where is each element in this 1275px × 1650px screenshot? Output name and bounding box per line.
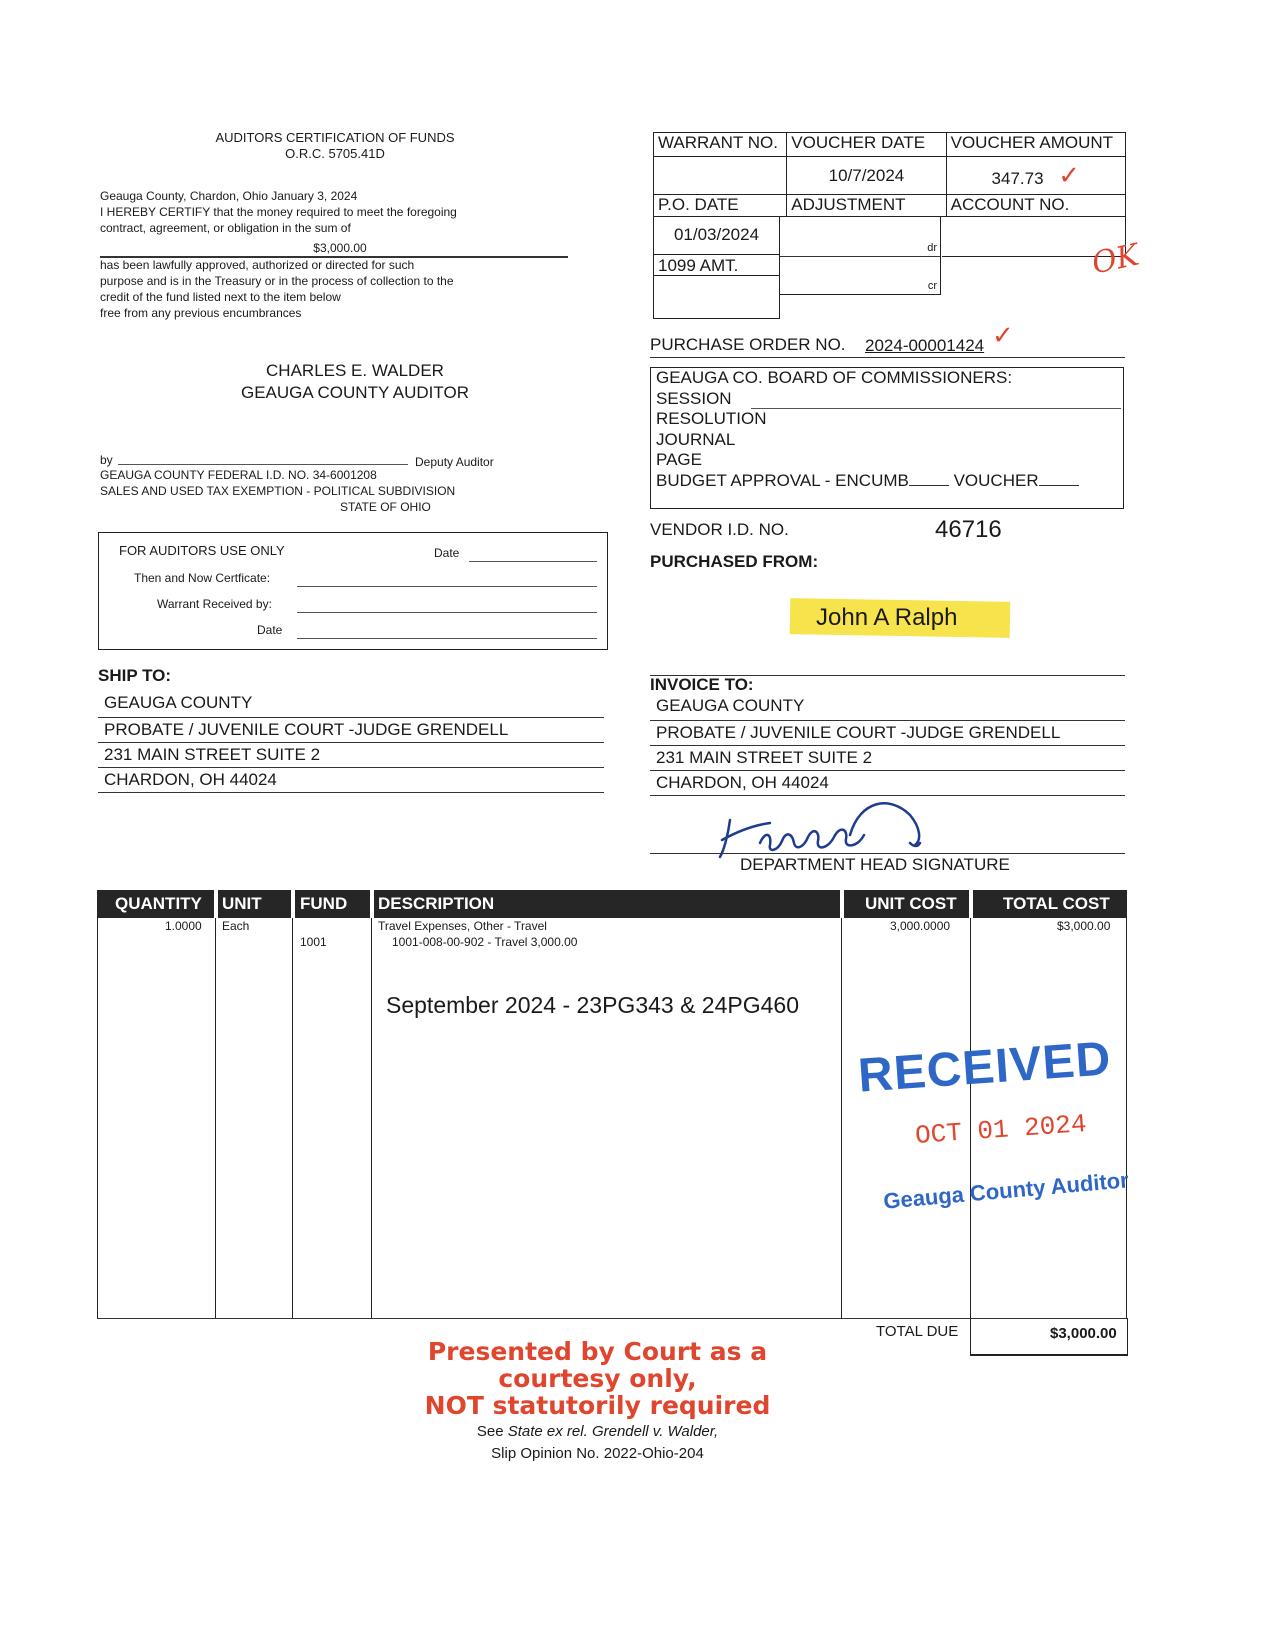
- received-stamp-office: Geauga County Auditor: [882, 1167, 1130, 1214]
- board-journal: JOURNAL: [656, 429, 736, 449]
- board-resolution: RESOLUTION: [656, 409, 767, 428]
- notice-line-3: NOT statutorily required: [424, 1391, 771, 1420]
- voucher-amount-check-icon: ✓: [1058, 160, 1081, 190]
- header-unit: UNIT: [222, 894, 262, 913]
- warrant-no-label: WARRANT NO.: [654, 133, 787, 157]
- total-due-label: TOTAL DUE: [876, 1323, 959, 1340]
- po-check-icon: ✓: [992, 320, 1014, 350]
- invoice-to-line-2: PROBATE / JUVENILE COURT -JUDGE GRENDELL: [650, 720, 1125, 745]
- ship-to-label: SHIP TO:: [98, 666, 172, 685]
- notice-see-line: [400, 1421, 795, 1443]
- state-of-ohio: STATE OF OHIO: [340, 500, 431, 514]
- auditors-date2-label: Date: [257, 623, 283, 637]
- header-total-cost: TOTAL COST: [1003, 894, 1110, 913]
- voucher-table: [653, 132, 1126, 217]
- cert-title: AUDITORS CERTIFICATION OF FUNDS: [215, 130, 455, 145]
- item-note: September 2024 - 23PG343 & 24PG460: [386, 992, 800, 1018]
- notice-case: State ex rel. Grendell v. Walder,: [507, 1423, 719, 1440]
- voucher-date-label: VOUCHER DATE: [787, 133, 946, 157]
- notice-slip: Slip Opinion No. 2022-Ohio-204: [491, 1445, 704, 1462]
- header-description: DESCRIPTION: [378, 894, 495, 913]
- po-date-value: 01/03/2024: [653, 216, 780, 254]
- voucher-date-value: 10/7/2024: [787, 157, 946, 195]
- warrant-received-label: Warrant Received by:: [157, 597, 272, 611]
- vendor-name: John A Ralph: [816, 604, 958, 631]
- then-now-label: Then and Now Certficate:: [134, 571, 271, 585]
- item-description: Travel Expenses, Other - Travel: [378, 919, 547, 933]
- ship-to-line-2: PROBATE / JUVENILE COURT -JUDGE GRENDELL: [98, 717, 604, 742]
- invoice-to-line-1: GEAUGA COUNTY: [656, 696, 805, 715]
- purchased-from-label: PURCHASED FROM:: [650, 552, 819, 571]
- header-fund: FUND: [300, 894, 348, 913]
- header-quantity: QUANTITY: [115, 894, 202, 913]
- invoice-to-label: INVOICE TO:: [650, 675, 754, 694]
- voucher-amount-label: VOUCHER AMOUNT: [946, 133, 1125, 157]
- tax-exemption: SALES AND USED TAX EXEMPTION - POLITICAL SUBDIVISION: [100, 484, 456, 498]
- po-label: PURCHASE ORDER NO.: [650, 335, 846, 354]
- ship-to-line-3: 231 MAIN STREET SUITE 2: [98, 742, 604, 767]
- notice-line-1: Presented by Court as a: [427, 1337, 768, 1366]
- federal-id: GEAUGA COUNTY FEDERAL I.D. NO. 34-6001208: [100, 468, 377, 482]
- item-account-line: 1001-008-00-902 - Travel 3,000.00: [392, 935, 578, 949]
- item-fund: 1001: [300, 935, 327, 949]
- auditors-use-only-title: FOR AUDITORS USE ONLY: [119, 543, 285, 558]
- auditors-date-label: Date: [434, 546, 460, 560]
- ship-to-block: [98, 691, 604, 793]
- voucher-amount-value: 347.73: [991, 169, 1044, 188]
- total-due-value: $3,000.00: [1050, 1325, 1117, 1342]
- received-stamp-date: OCT 01 2024: [914, 1109, 1088, 1151]
- notice-line-2: courtesy only,: [498, 1364, 697, 1393]
- item-quantity: 1.0000: [165, 919, 202, 933]
- item-unit: Each: [222, 919, 250, 933]
- dr-label: dr: [927, 242, 937, 254]
- voucher-label: VOUCHER: [953, 470, 1039, 490]
- court-notice: [400, 1338, 795, 1465]
- po-number: 2024-00001424: [865, 336, 985, 355]
- ship-to-line-1: GEAUGA COUNTY: [104, 693, 253, 712]
- account-no-label: ACCOUNT NO.: [946, 195, 1125, 217]
- warrant-no-value: [654, 157, 787, 195]
- auditors-use-only-box: [98, 532, 608, 650]
- auditor-name: CHARLES E. WALDER: [266, 361, 444, 380]
- notice-see: See: [476, 1423, 508, 1440]
- cert-line-3: contract, agreement, or obligation in the sum of: [100, 221, 351, 235]
- cert-orc: O.R.C. 5705.41D: [285, 146, 385, 161]
- cert-line-4: has been lawfully approved, authorized or directed for such: [100, 258, 415, 272]
- item-total-cost: $3,000.00: [1057, 919, 1111, 933]
- vendor-id: 46716: [935, 516, 1002, 543]
- cert-line-7: free from any previous encumbrances: [100, 306, 302, 320]
- voucher-amount-cell: [946, 157, 1125, 195]
- cert-line-6: credit of the fund listed next to the item below: [100, 290, 341, 304]
- by-label: by: [100, 453, 113, 467]
- received-stamp: RECEIVED: [856, 1032, 1113, 1103]
- cert-line-1: Geauga County, Chardon, Ohio January 3, 2024: [100, 189, 358, 203]
- deputy-auditor-label: Deputy Auditor: [415, 455, 494, 469]
- cert-amount: $3,000.00: [313, 241, 367, 255]
- vendor-id-label: VENDOR I.D. NO.: [650, 520, 789, 539]
- cr-label: cr: [927, 280, 937, 292]
- invoice-to-line-3: 231 MAIN STREET SUITE 2: [650, 745, 1125, 770]
- board-title: GEAUGA CO. BOARD OF COMMISSIONERS:: [656, 368, 1013, 387]
- budget-approval-label: BUDGET APPROVAL - ENCUMB: [656, 470, 909, 490]
- ship-to-line-4: CHARDON, OH 44024: [98, 767, 604, 793]
- adjustment-box: [780, 216, 941, 295]
- ok-mark: OK: [1088, 237, 1143, 282]
- amt-1099-value: [653, 276, 780, 319]
- department-head-signature-label: DEPARTMENT HEAD SIGNATURE: [740, 855, 1010, 874]
- invoice-to-block: [650, 694, 1125, 796]
- invoice-to-line-4: CHARDON, OH 44024: [650, 770, 1125, 796]
- board-box: [650, 367, 1124, 509]
- amt-1099-label: 1099 AMT.: [653, 254, 780, 276]
- auditor-title: GEAUGA COUNTY AUDITOR: [241, 383, 469, 402]
- board-budget: [656, 471, 1079, 492]
- header-unit-cost: UNIT COST: [865, 894, 957, 913]
- cert-line-5: purpose and is in the Treasury or in the process of collection to the: [100, 274, 454, 288]
- cert-line-2: I HEREBY CERTIFY that the money required to meet the foregoing: [100, 205, 457, 219]
- board-page: PAGE: [656, 450, 702, 469]
- adjustment-label: ADJUSTMENT: [787, 195, 946, 217]
- po-date-label: P.O. DATE: [654, 195, 787, 217]
- item-unit-cost: 3,000.0000: [890, 919, 951, 933]
- board-session: SESSION: [656, 388, 732, 408]
